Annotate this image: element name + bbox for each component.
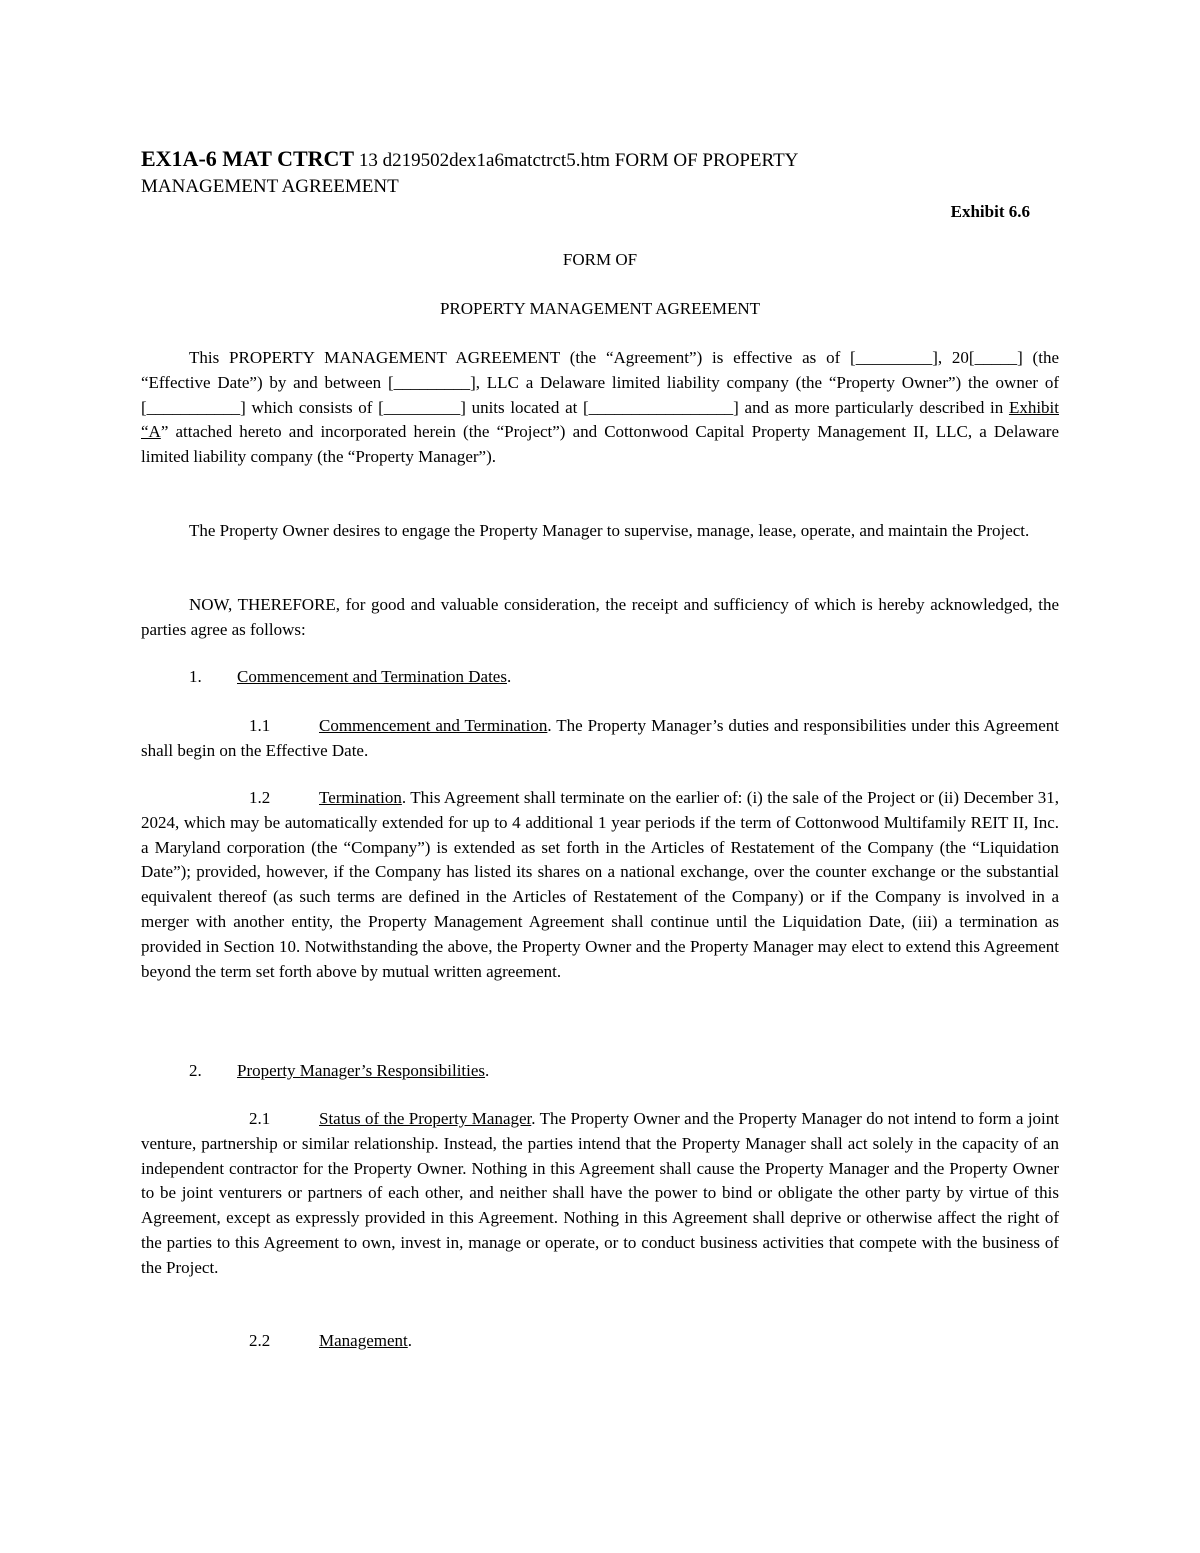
- intro-text-a: This PROPERTY MANAGEMENT AGREEMENT (the “Agreement”) is effective as of [_________], 20[_____] (the “Effective Date”) by and between [_________], LLC a Delaware limited liability company (the “Property Owner”) the owner of [___________] which consists of [_________] units located at [_________________] and as more particularly described in: [141, 348, 1059, 417]
- section-2-1-title: Status of the Property Manager: [319, 1109, 532, 1128]
- document-header-line-1: [141, 146, 1081, 173]
- section-2-number: 2.: [189, 1061, 202, 1080]
- intro-paragraph: [141, 346, 1059, 470]
- section-2-2-title: Management: [319, 1331, 408, 1350]
- section-2-2: [141, 1329, 1059, 1354]
- section-2-period: .: [485, 1061, 490, 1080]
- section-1-1-number: 1.1: [249, 716, 271, 735]
- header-filename: 13 d219502dex1a6matctrct5.htm FORM OF PROPERTY: [354, 150, 799, 171]
- section-1-2-text: . This Agreement shall terminate on the earlier of: (i) the sale of the Project or (ii) December 31, 2024, which may be automatically extended for up to 4 additional 1 year periods if the term of Cottonwood Multifamily REIT II, Inc. a Maryland corporation (the “Company”) is extended as set forth in the Articles of Restatement of the Company (the “Liquidation Date”); provided, however, if the Company has listed its shares on a national exchange, over the counter exchange or the substantial equivalent thereof (as such terms are defined in the Articles of Restatement of the Company) or if the Company is involved in a merger with another entity, the Property Management Agreement shall continue until the Liquidation Date, (iii) a termination as provided in Section 10. Notwithstanding the above, the Property Owner and the Property Manager may elect to extend this Agreement beyond the term set forth above by mutual written agreement.: [141, 788, 1059, 981]
- section-2-2-number: 2.2: [249, 1331, 271, 1350]
- exhibit-code: EX1A-6 MAT CTRCT: [141, 146, 355, 171]
- agreement-title: PROPERTY MANAGEMENT AGREEMENT: [439, 299, 761, 318]
- section-1-2: [141, 786, 1059, 984]
- exhibit-label: Exhibit 6.6: [950, 202, 1030, 221]
- section-2-title: Property Manager’s Responsibilities: [237, 1061, 486, 1080]
- section-2-2-period: .: [407, 1331, 412, 1350]
- document-header-line-2: MANAGEMENT AGREEMENT: [141, 176, 399, 197]
- intro-text-b: ” attached hereto and incorporated herein (the “Project”) and Cottonwood Capital Property Management II, LLC, a Delaware limited liability company (the “Property Manager”).: [141, 422, 1059, 467]
- consideration-paragraph: NOW, THEREFORE, for good and valuable consideration, the receipt and sufficiency of which is hereby acknowledged, the parties agree as follows:: [141, 595, 1059, 639]
- section-1-2-number: 1.2: [249, 788, 271, 807]
- form-of-heading: FORM OF: [562, 250, 638, 269]
- section-1-1-text: . The Property Manager’s duties and responsibilities under this Agreement shall begin on the Effective Date.: [141, 716, 1059, 760]
- section-1-1-title: Commencement and Termination: [319, 716, 548, 735]
- purpose-paragraph: The Property Owner desires to engage the Property Manager to supervise, manage, lease, operate, and maintain the Project.: [189, 521, 1030, 540]
- section-1-period: .: [506, 667, 512, 686]
- section-1-1: [141, 714, 1059, 764]
- section-1-heading: [189, 665, 511, 690]
- exhibit-a-link: Exhibit “A: [141, 397, 1059, 442]
- section-2-1-text: . The Property Owner and the Property Manager do not intend to form a joint venture, partnership or similar relationship. Instead, the parties intend that the Property Manager shall act solely in the capacity of an independent contractor for the Property Owner. Nothing in this Agreement shall cause the Property Manager and the Property Owner to be joint venturers or partners of each other, and neither shall have the power to bind or obligate the other party by virtue of this Agreement, except as expressly provided in this Agreement. Nothing in this Agreement shall deprive or otherwise affect the right of the parties to this Agreement to own, invest in, manage or operate, or to conduct business activities that compete with the business of the Project.: [141, 1109, 1060, 1277]
- section-1-title: Commencement and Termination Dates: [237, 667, 507, 686]
- section-2-1: [141, 1107, 1059, 1281]
- section-2-1-number: 2.1: [249, 1109, 271, 1128]
- section-1-number: 1.: [189, 667, 202, 686]
- section-1-2-title: Termination: [319, 788, 402, 807]
- section-2-heading: [189, 1059, 489, 1084]
